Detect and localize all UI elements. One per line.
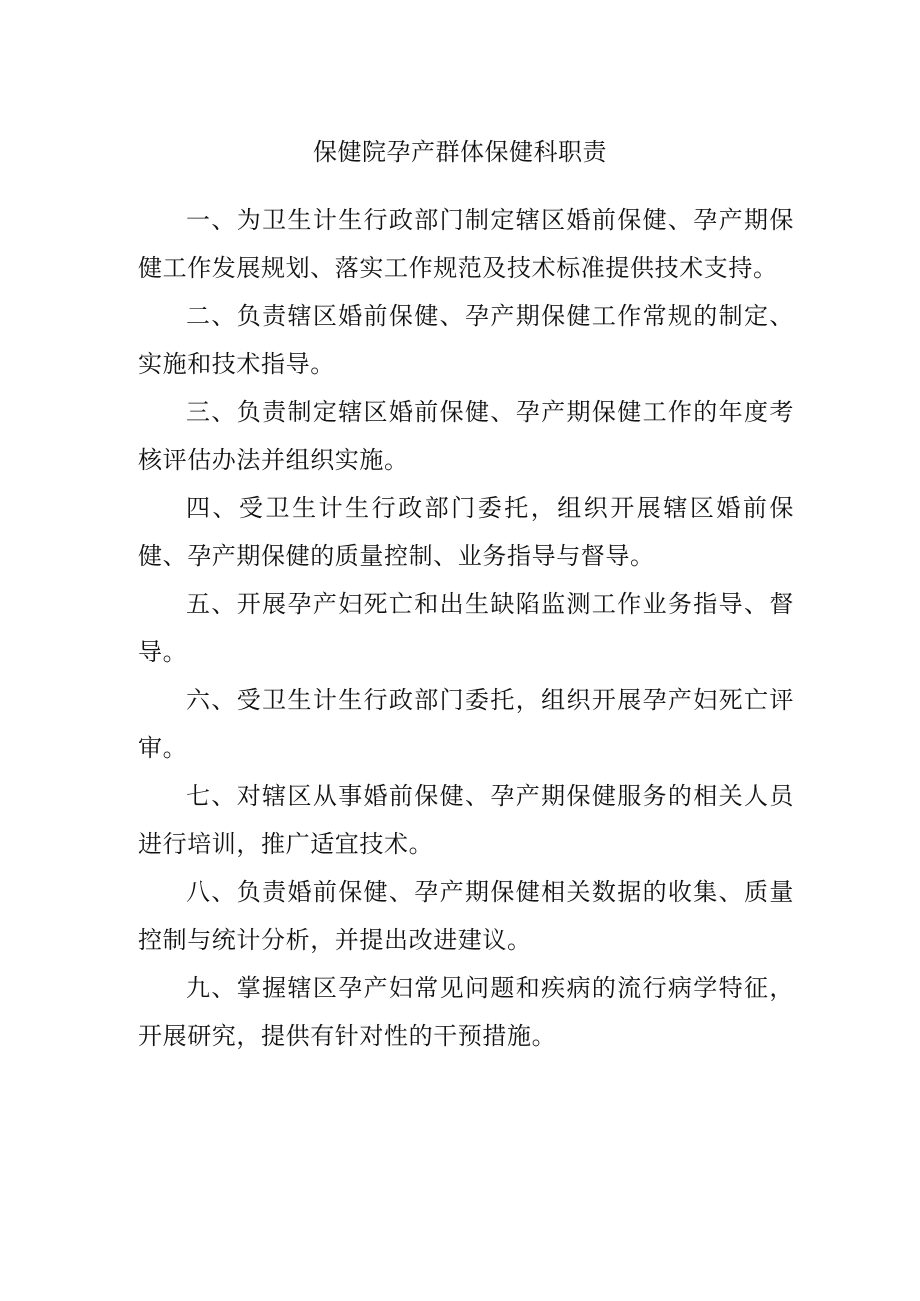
- duty-item-2: 二、负责辖区婚前保健、孕产期保健工作常规的制定、实施和技术指导。: [138, 302, 794, 378]
- duty-item-5: 五、开展孕产妇死亡和出生缺陷监测工作业务指导、督导。: [138, 590, 794, 666]
- duty-item-4: 四、受卫生计生行政部门委托，组织开展辖区婚前保健、孕产期保健的质量控制、业务指导与督导。: [138, 494, 794, 570]
- duty-item-9: 九、掌握辖区孕产妇常见问题和疾病的流行病学特征，开展研究，提供有针对性的干预措施。: [138, 974, 794, 1050]
- duty-item-8: 八、负责婚前保健、孕产期保健相关数据的收集、质量控制与统计分析，并提出改进建议。: [138, 878, 794, 954]
- duty-item-6: 六、受卫生计生行政部门委托，组织开展孕产妇死亡评审。: [138, 686, 794, 762]
- document-body: [138, 196, 794, 1060]
- duty-item-3: 三、负责制定辖区婚前保健、孕产期保健工作的年度考核评估办法并组织实施。: [138, 398, 794, 474]
- document-title: 保健院孕产群体保健科职责: [313, 138, 607, 166]
- duty-item-1: 一、为卫生计生行政部门制定辖区婚前保健、孕产期保健工作发展规划、落实工作规范及技术标准提供技术支持。: [138, 206, 794, 282]
- duty-item-7: 七、对辖区从事婚前保健、孕产期保健服务的相关人员进行培训，推广适宜技术。: [138, 782, 794, 858]
